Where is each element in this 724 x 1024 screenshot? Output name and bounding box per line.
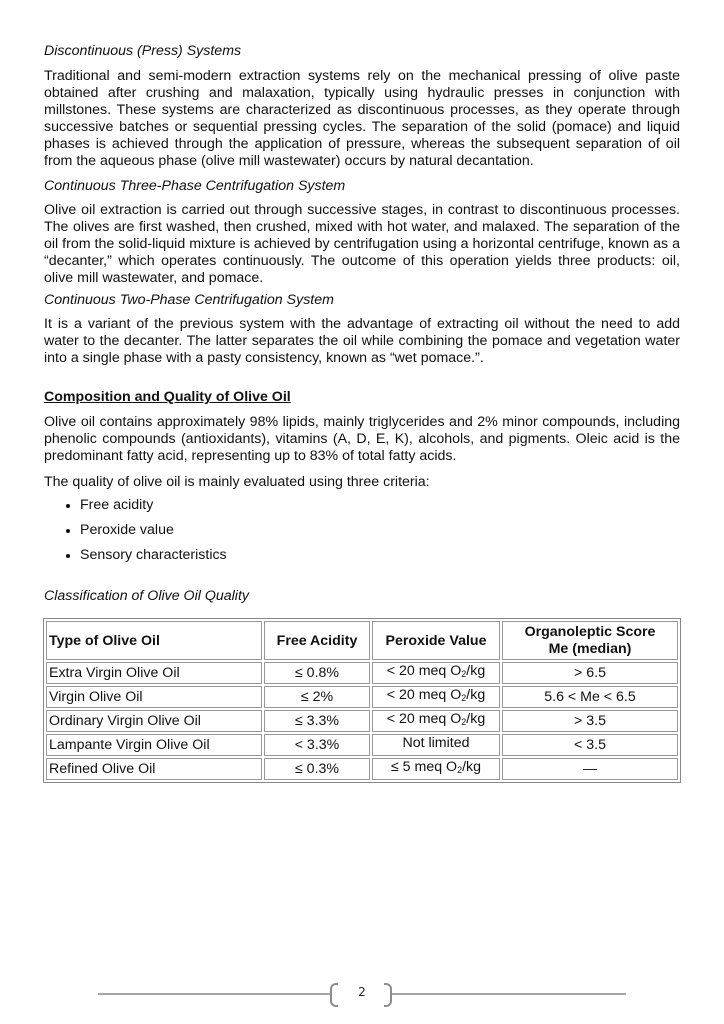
- header-score: Organoleptic Score Me (median): [502, 621, 678, 660]
- subsection-title-press: Discontinuous (Press) Systems: [44, 43, 242, 59]
- cell-score: —: [502, 758, 678, 780]
- cell-score: > 3.5: [502, 710, 678, 732]
- footer-rule-right: [392, 993, 626, 995]
- paragraph-press: Traditional and semi-modern extraction systems rely on the mechanical pressing of olive paste obtained after crushing and malaxation, typically using hydraulic presses in conjunction with millstones. These systems are characterized as discontinuous processes, as they operate through successive batches or sequential pressing cycles. The separation of the solid (pomace) and liquid phases is achieved through the application of pressure, whereas the subsequent separation of oil from the aqueous phase (olive mill wastewater) occurs by natural decantation.: [44, 68, 680, 169]
- table-row: [46, 662, 678, 684]
- page-number: 2: [358, 985, 366, 999]
- cell-peroxide: < 20 meq $O_2/kg$: [372, 662, 500, 684]
- bullet-icon: [66, 529, 70, 533]
- table-row: [46, 734, 678, 756]
- paragraph-composition: Olive oil contains approximately 98% lipids, mainly triglycerides and 2% minor compounds, including phenolic compounds (antioxidants), vitamins (A, D, E, K), alcohols, and pigments. Oleic acid is the predominant fatty acid, representing up to 83% of total fatty acids.: [44, 414, 680, 464]
- table-row: [46, 710, 678, 732]
- paragraph-three-phase: Olive oil extraction is carried out through successive stages, in contrast to discontinuous processes. The olives are first washed, then crushed, mixed with hot water, and malaxed. The separation of the oil from the solid-liquid mixture is achieved by centrifugation using a horizontal centrifuge, known as a “decanter,” which operates continuously. The outcome of this operation yields three products: oil, olive mill wastewater, and pomace.: [44, 202, 680, 286]
- header-type: Type of Olive Oil: [46, 621, 262, 660]
- bullet-icon: [66, 554, 70, 558]
- cell-acidity: ≤ 3.3%: [264, 710, 370, 732]
- cell-type: Ordinary Virgin Olive Oil: [46, 710, 262, 732]
- list-item: Sensory characteristics: [44, 547, 227, 572]
- table-row: [46, 758, 678, 780]
- cell-type: Lampante Virgin Olive Oil: [46, 734, 262, 756]
- cell-acidity: ≤ 2%: [264, 686, 370, 708]
- cell-score: 5.6 < Me < 6.5: [502, 686, 678, 708]
- table-header-row: [46, 621, 678, 660]
- left-brace-icon: [330, 983, 338, 1007]
- table-caption: Classification of Olive Oil Quality: [44, 588, 249, 604]
- cell-acidity: < 3.3%: [264, 734, 370, 756]
- subsection-title-three-phase: Continuous Three-Phase Centrifugation System: [44, 178, 346, 194]
- section-heading-composition: Composition and Quality of Olive Oil: [44, 389, 291, 405]
- criteria-list: [44, 497, 227, 572]
- cell-score: > 6.5: [502, 662, 678, 684]
- subsection-title-two-phase: Continuous Two-Phase Centrifugation System: [44, 292, 334, 308]
- criteria-intro: The quality of olive oil is mainly evaluated using three criteria:: [44, 474, 430, 490]
- cell-acidity: ≤ 0.3%: [264, 758, 370, 780]
- header-peroxide: Peroxide Value: [372, 621, 500, 660]
- right-brace-icon: [384, 983, 392, 1007]
- cell-acidity: ≤ 0.8%: [264, 662, 370, 684]
- table-row: [46, 686, 678, 708]
- footer-rule-left: [98, 993, 332, 995]
- cell-peroxide: ≤ 5 meq $O_2/kg$: [372, 758, 500, 780]
- cell-type: Virgin Olive Oil: [46, 686, 262, 708]
- cell-score: < 3.5: [502, 734, 678, 756]
- cell-peroxide: Not limited: [372, 734, 500, 756]
- cell-peroxide: < 20 meq $O_2/kg$: [372, 710, 500, 732]
- quality-table: [43, 618, 681, 783]
- cell-type: Extra Virgin Olive Oil: [46, 662, 262, 684]
- header-acidity: Free Acidity: [264, 621, 370, 660]
- cell-type: Refined Olive Oil: [46, 758, 262, 780]
- list-item: Free acidity: [44, 497, 227, 522]
- paragraph-two-phase: It is a variant of the previous system with the advantage of extracting oil without the need to add water to the decanter. The latter separates the oil while combining the pomace and vegetation water into a single phase with a pasty consistency, known as “wet pomace.”.: [44, 316, 680, 366]
- cell-peroxide: < 20 meq $O_2/kg$: [372, 686, 500, 708]
- bullet-icon: [66, 504, 70, 508]
- list-item: Peroxide value: [44, 522, 227, 547]
